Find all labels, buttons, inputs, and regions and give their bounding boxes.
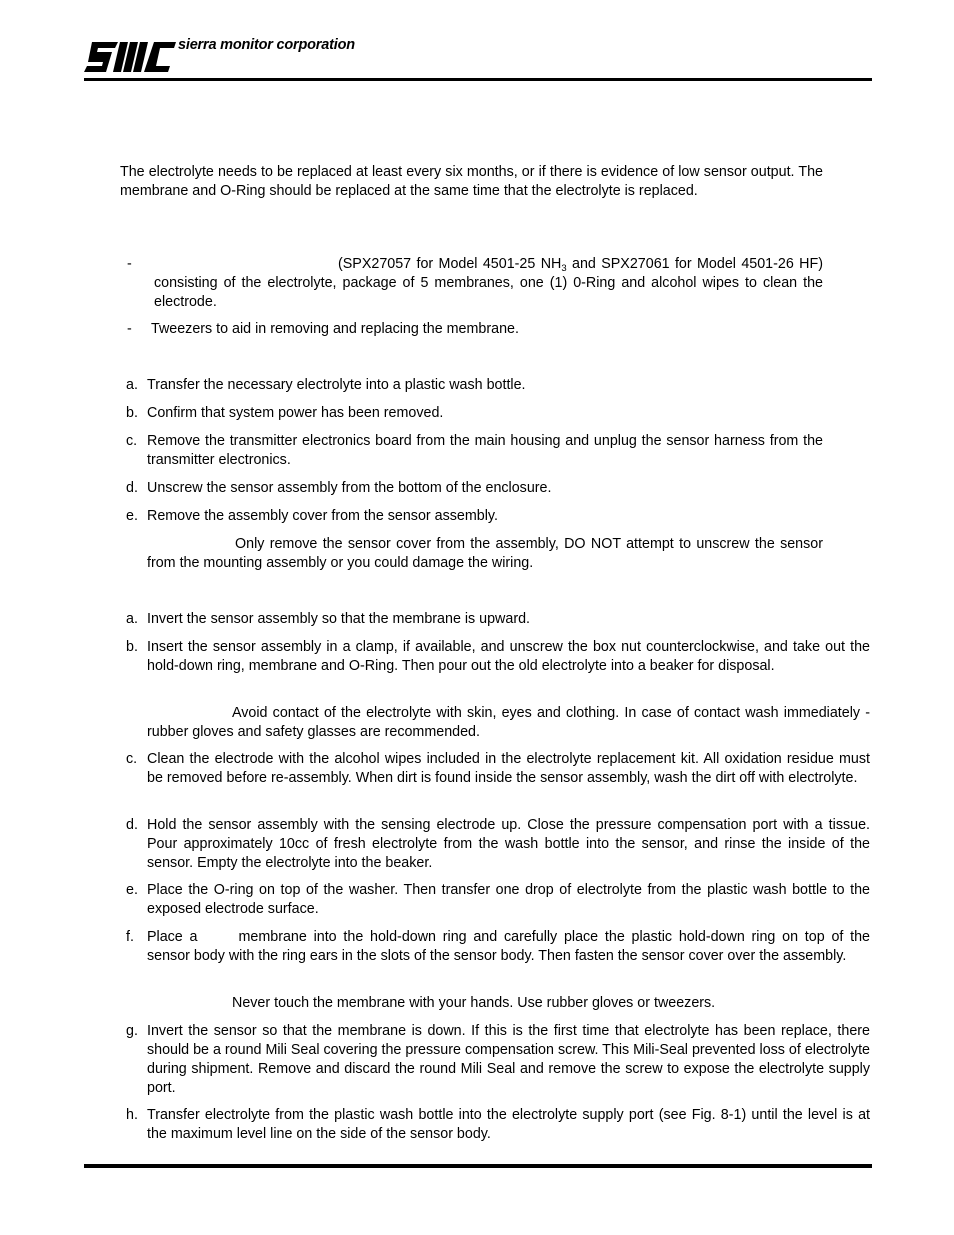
replace-step-f: Place a membrane into the hold-down ring and carefully place the plastic hold-down ring on top of the sensor body with the ring ears in the slots of the sensor body. Then fasten the sensor cover over the assembly. [147, 929, 870, 964]
step-marker: d. [126, 480, 138, 496]
step-marker: c. [126, 751, 138, 767]
replace-step-d: Hold the sensor assembly with the sensing electrode up. Close the pressure compensation port with a tissue. Pour approximately 10cc of fresh electrolyte from the wash bottle into the sensor, and rinse the inside of the sensor. Empty the electrolyte into the beaker. [147, 817, 870, 871]
intro-paragraph: The electrolyte needs to be replaced at least every six months, or if there is evidence of low sensor output. The membrane and O-Ring should be replaced at the same time that the electrolyte is replaced. [120, 164, 823, 199]
replace-step-e: Place the O-ring on top of the washer. Then transfer one drop of electrolyte from the plastic wash bottle to the exposed electrode surface. [147, 882, 870, 917]
step-marker: g. [126, 1023, 138, 1039]
step-marker: b. [126, 405, 138, 421]
step-marker: a. [126, 377, 138, 393]
step-marker: h. [126, 1107, 138, 1123]
materials-item-kit: (SPX27057 for Model 4501-25 $NH_3$ and SPX27061 for Model 4501-26 HF) consisting of the electrolyte, package of 5 membranes, one (1) 0-Ring and alcohol wipes to clean the electrode. [154, 256, 823, 310]
step-marker: f. [126, 929, 134, 945]
replace-step-h: Transfer electrolyte from the plastic wash bottle into the electrolyte supply port (see Fig. 8-1) until the level is at the maximum level line on the side of the sensor body. [147, 1107, 870, 1142]
step-marker: e. [126, 882, 138, 898]
prep-step-b: Confirm that system power has been removed. [147, 405, 444, 421]
smc-logo [84, 40, 176, 74]
prep-note: Only remove the sensor cover from the assembly, DO NOT attempt to unscrew the sensor from the mounting assembly or you could damage the wiring. [147, 536, 823, 571]
list-marker: - [127, 256, 132, 272]
subscript-3: 3 [561, 263, 567, 274]
step-marker: a. [126, 611, 138, 627]
footer-rule [84, 1164, 872, 1168]
prep-step-e: Remove the assembly cover from the sensor assembly. [147, 508, 498, 524]
prep-step-a: Transfer the necessary electrolyte into a plastic wash bottle. [147, 377, 526, 393]
page-header [84, 36, 872, 82]
replace-step-g: Invert the sensor so that the membrane is down. If this is the first time that electrolyte has been replace, there should be a round Mili Seal covering the pressure compensation screw. This Mili-Seal prevented loss of electrolyte during shipment. Remove and discard the round Mili Seal and remove the screw to expose the electrolyte supply port. [147, 1023, 870, 1096]
replace-step-b: Insert the sensor assembly in a clamp, if available, and unscrew the box nut counterclockwise, and take out the hold-down ring, membrane and O-Ring. Then pour out the old electrolyte into a beaker for disposal. [147, 639, 870, 674]
step-marker: c. [126, 433, 138, 449]
caution-note: Avoid contact of the electrolyte with skin, eyes and clothing. In case of contact wash immediately - rubber gloves and safety glasses are recommended. [147, 705, 870, 740]
step-marker: e. [126, 508, 138, 524]
header-rule [84, 78, 872, 81]
prep-step-d: Unscrew the sensor assembly from the bottom of the enclosure. [147, 480, 552, 496]
replace-step-a: Invert the sensor assembly so that the membrane is upward. [147, 611, 531, 627]
replace-step-c: Clean the electrode with the alcohol wipes included in the electrolyte replacement kit. All oxidation residue must be removed before re-assembly. When dirt is found inside the sensor assembly, wash the dirt off with electrolyte. [147, 751, 870, 786]
step-marker: d. [126, 817, 138, 833]
membrane-note: Never touch the membrane with your hands. Use rubber gloves or tweezers. [232, 995, 716, 1011]
step-marker: b. [126, 639, 138, 655]
materials-item-tweezers: Tweezers to aid in removing and replacing the membrane. [151, 321, 519, 337]
company-name: sierra monitor corporation [178, 37, 355, 53]
prep-step-c: Remove the transmitter electronics board from the main housing and unplug the sensor harness from the transmitter electronics. [147, 433, 823, 468]
list-marker: - [127, 321, 132, 337]
